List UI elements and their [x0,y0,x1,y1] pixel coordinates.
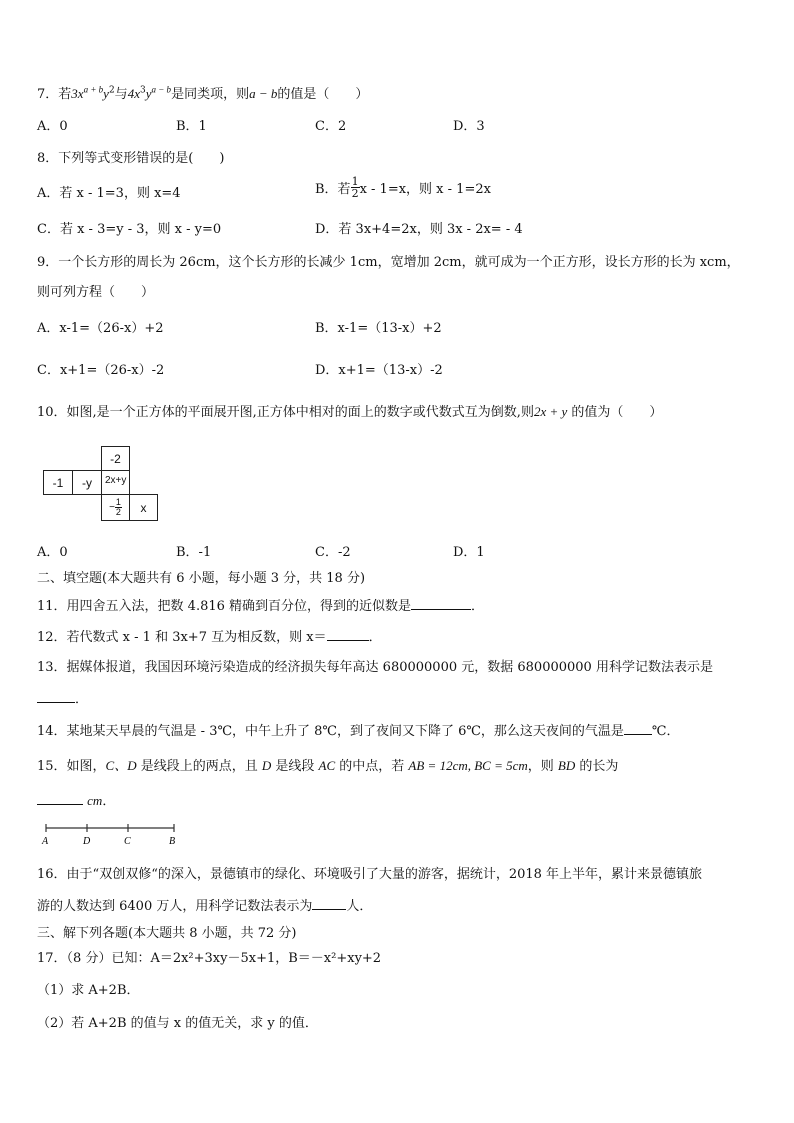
q7-option-b[interactable]: B．1 [176,119,207,134]
label-a: A [42,836,49,847]
q8-option-d[interactable]: D．若 3x+4=2x，则 3x - 2x= - 4 [315,222,523,237]
q7-option-c[interactable]: C．2 [315,119,347,134]
q15-stem: 15．如图，C、D 是线段上的两点，且 D 是线段 AC 的中点，若 AB = 12cm, BC = 5cm，则 BD 的长为 [37,758,619,774]
answer-blank[interactable] [312,897,346,910]
answer-blank[interactable] [411,597,471,610]
label-d: D [83,836,91,847]
section-fill-blank-heading: 二、填空题(本大题共有 6 小题，每小题 3 分，共 18 分) [37,571,366,586]
q8-option-c[interactable]: C．若 x - 3=y - 3，则 x - y=0 [37,222,222,237]
q8-option-a[interactable]: A．若 x - 1=3，则 x=4 [37,186,181,201]
net-cell-bottom: − $\frac{1}{2}$ [101,494,130,521]
q9-option-a[interactable]: A．x-1=（26-x）+2 [37,321,164,336]
answer-blank[interactable] [37,690,75,703]
q11: 11．用四舍五入法，把数 4.816 精确到百分位，得到的近似数是 ． [37,599,485,614]
answer-blank[interactable] [624,722,652,735]
q9-stem-line2: 则可列方程（ ） [37,285,155,300]
q17-part2: （2）若 A+2B 的值与 x 的值无关，求 y 的值． [37,1016,318,1031]
q8-stem: 8．下列等式变形错误的是( ) [37,151,225,166]
answer-blank[interactable] [327,628,369,641]
q15-answer-line: cm． [37,790,115,809]
label-c: C [124,836,131,847]
q7-stem: 7．若$3x^{a + b}y^2$与$4x^3y^{a - b}$是同类项，则a − b的值是（ ） [37,84,369,102]
net-cell-right: x [129,494,158,521]
net-cell-center: 2x+y [101,470,130,495]
label-b: B [169,836,176,847]
q9-option-b[interactable]: B．x-1=（13-x）+2 [315,321,442,336]
q13-line1: 13．据媒体报道，我国因环境污染造成的经济损失每年高达 680000000 元，数据 680000000 用科学记数法表示是 [37,660,713,675]
q9-option-c[interactable]: C．x+1=（26-x）-2 [37,363,165,378]
q14: 14．某地某天早晨的气温是 - 3℃，中午上升了 8℃，到了夜间又下降了 6℃，那么这天夜间的气温是 ℃． [37,724,680,739]
q17-stem: 17．（8 分）已知：A＝2x²+3xy－5x+1，B＝－x²+xy+2 [37,951,382,966]
fraction-one-half: $\frac{1}{2}$ [351,175,359,200]
q10-option-a[interactable]: A．0 [37,545,68,560]
segment-figure [36,820,186,850]
q10-option-c[interactable]: C．-2 [315,545,351,560]
q10-option-d[interactable]: D．1 [453,545,485,560]
net-cell-left1: -1 [43,470,73,495]
answer-blank[interactable] [37,792,83,805]
q8-option-b[interactable]: B．若 $\frac{1}{2}$ x - 1=x，则 x - 1=2x [315,175,491,200]
net-cell-top: -2 [101,446,130,471]
net-cell-left2: -y [72,470,102,495]
q13-line2: ． [37,688,88,707]
q9-option-d[interactable]: D．x+1=（13-x）-2 [315,363,443,378]
q12: 12．若代数式 x - 1 和 3x+7 互为相反数，则 x＝ ． [37,630,382,645]
q10-option-b[interactable]: B．-1 [176,545,212,560]
section-solve-heading: 三、解下列各题(本大题共 8 小题，共 72 分) [37,926,297,941]
q17-part1: （1）求 A+2B． [37,983,140,998]
q16-line1: 16．由于“双创双修“的深入，景德镇市的绿化、环境吸引了大量的游客，据统计，2018 年上半年，累计来景德镇旅 [37,867,703,882]
q7-option-a[interactable]: A．0 [37,119,68,134]
q10-stem: 10．如图,是一个正方体的平面展开图,正方体中相对的面上的数字或代数式互为倒数,则2x + y 的值为（ ） [37,404,663,420]
q16-line2: 游的人数达到 6400 万人，用科学记数法表示为 人． [37,899,373,914]
q9-stem-line1: 9．一个长方形的周长为 26cm，这个长方形的长减少 1cm，宽增加 2cm，就可成为一个正方形，设长方形的长为 xcm， [37,255,740,270]
q7-option-d[interactable]: D．3 [453,119,485,134]
